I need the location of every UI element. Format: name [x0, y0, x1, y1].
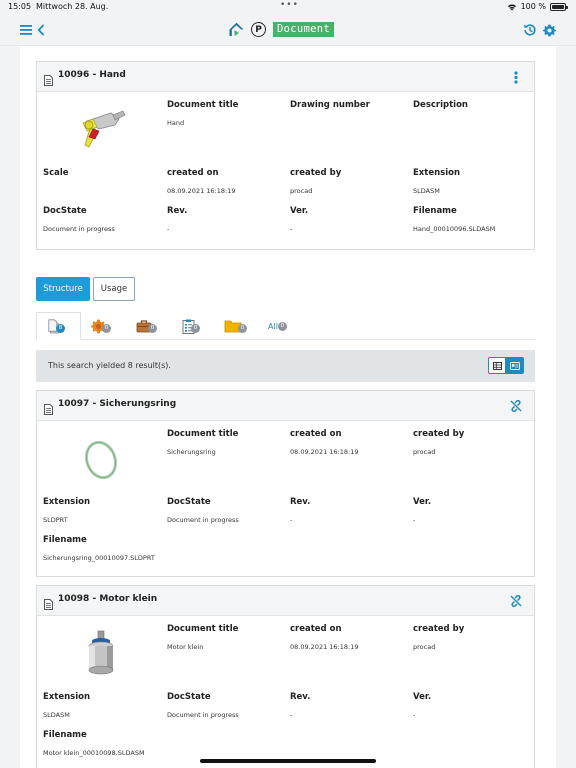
field-filename: Filename Hand_00010096.SLDASM	[413, 206, 496, 233]
documents-count-badge: 8	[56, 324, 65, 333]
tab-all-label: All	[268, 321, 278, 331]
field-ver: Ver. -	[413, 497, 432, 524]
app-logo-icon	[228, 21, 245, 42]
folders-count-badge: 0	[238, 324, 247, 333]
main-card-header	[37, 62, 534, 92]
usage-segment-button[interactable]: Usage	[93, 277, 135, 301]
field-extension: Extension SLDASM	[413, 168, 461, 195]
result-card[interactable]	[36, 585, 535, 768]
home-indicator[interactable]	[200, 759, 376, 763]
field-ver: Ver. -	[290, 206, 309, 233]
table-grid-icon	[493, 362, 502, 370]
field-created-by: created by procad	[290, 168, 342, 195]
status-bar	[0, 0, 576, 14]
settings-gear-icon[interactable]	[539, 20, 559, 40]
structure-segment-button[interactable]: Structure	[36, 277, 90, 301]
document-icon	[44, 400, 53, 419]
field-document-title: Document title Sicherungsring	[167, 429, 239, 456]
card-view-icon	[510, 362, 520, 370]
projects-count-badge: 0	[148, 324, 157, 333]
result-card-header	[37, 586, 534, 616]
status-date: Mittwoch 28. Aug.	[36, 2, 109, 11]
field-created-by: created by procad	[413, 624, 465, 651]
field-created-on: created on 08.09.2021 16:18:19	[290, 429, 359, 456]
battery-percent: 100 %	[520, 2, 546, 11]
field-filename: Filename Sicherungsring_00010097.SLDPRT	[43, 535, 155, 562]
tab-folders[interactable]	[224, 312, 247, 340]
field-created-by: created by procad	[413, 429, 465, 456]
result-card-title: 10097 - Sicherungsring	[58, 399, 177, 409]
result-card-header	[37, 391, 534, 421]
field-rev: Rev. -	[167, 206, 188, 233]
field-drawing-number: Drawing number	[290, 100, 370, 110]
content-area	[20, 46, 556, 768]
battery-icon	[550, 3, 566, 11]
field-created-on: created on 08.09.2021 16:18:19	[167, 168, 236, 195]
tab-lists[interactable]	[182, 312, 200, 340]
field-rev: Rev. -	[290, 497, 311, 524]
lists-count-badge: 0	[191, 324, 200, 333]
sicherungsring-thumbnail[interactable]	[45, 429, 157, 491]
motor-thumbnail[interactable]	[45, 624, 157, 686]
tab-documents[interactable]	[36, 312, 81, 340]
table-view-button[interactable]	[488, 357, 506, 374]
unlink-icon[interactable]	[508, 398, 524, 414]
wifi-icon	[507, 3, 517, 11]
field-document-title: Document title Motor klein	[167, 624, 239, 651]
result-card[interactable]	[36, 390, 535, 577]
field-ver: Ver. -	[413, 692, 432, 719]
result-summary-bar	[36, 350, 535, 382]
field-document-title: Document title Hand	[167, 100, 239, 127]
multitasking-dots-icon[interactable]: •••	[280, 0, 299, 10]
result-count-text: This search yielded 8 result(s).	[48, 361, 171, 370]
status-right	[507, 2, 566, 11]
tab-parts[interactable]	[91, 312, 111, 340]
page-title: Document	[273, 22, 334, 37]
tab-all[interactable]	[268, 312, 287, 340]
hand-thumbnail[interactable]	[45, 100, 157, 162]
unlink-icon[interactable]	[508, 593, 524, 609]
parts-count-badge: 0	[102, 324, 111, 333]
main-card-title: 10096 - Hand	[58, 70, 126, 80]
field-docstate: DocState Document in progress	[43, 206, 115, 233]
document-icon	[44, 71, 53, 90]
field-docstate: DocState Document in progress	[167, 692, 239, 719]
status-time: 15:05	[8, 2, 32, 11]
field-description: Description	[413, 100, 468, 110]
field-scale: Scale	[43, 168, 69, 178]
main-document-card	[36, 61, 535, 250]
all-count-badge: 0	[278, 322, 287, 331]
more-options-icon[interactable]	[508, 69, 524, 85]
p-logo-icon: P	[251, 22, 266, 37]
field-extension: Extension SLDASM	[43, 692, 91, 719]
field-extension: Extension SLDPRT	[43, 497, 91, 524]
field-docstate: DocState Document in progress	[167, 497, 239, 524]
view-toggle	[488, 357, 524, 374]
tab-projects[interactable]	[136, 312, 157, 340]
field-rev: Rev. -	[290, 692, 311, 719]
nav-bar	[0, 14, 576, 46]
document-icon	[44, 595, 53, 614]
back-chevron-icon[interactable]	[31, 20, 51, 40]
card-view-button[interactable]	[506, 357, 524, 374]
category-tabs	[36, 312, 535, 340]
result-card-title: 10098 - Motor klein	[58, 594, 158, 604]
history-icon[interactable]	[520, 20, 540, 40]
field-filename: Filename Motor klein_00010098.SLDASM	[43, 730, 145, 757]
field-created-on: created on 08.09.2021 16:18:19	[290, 624, 359, 651]
